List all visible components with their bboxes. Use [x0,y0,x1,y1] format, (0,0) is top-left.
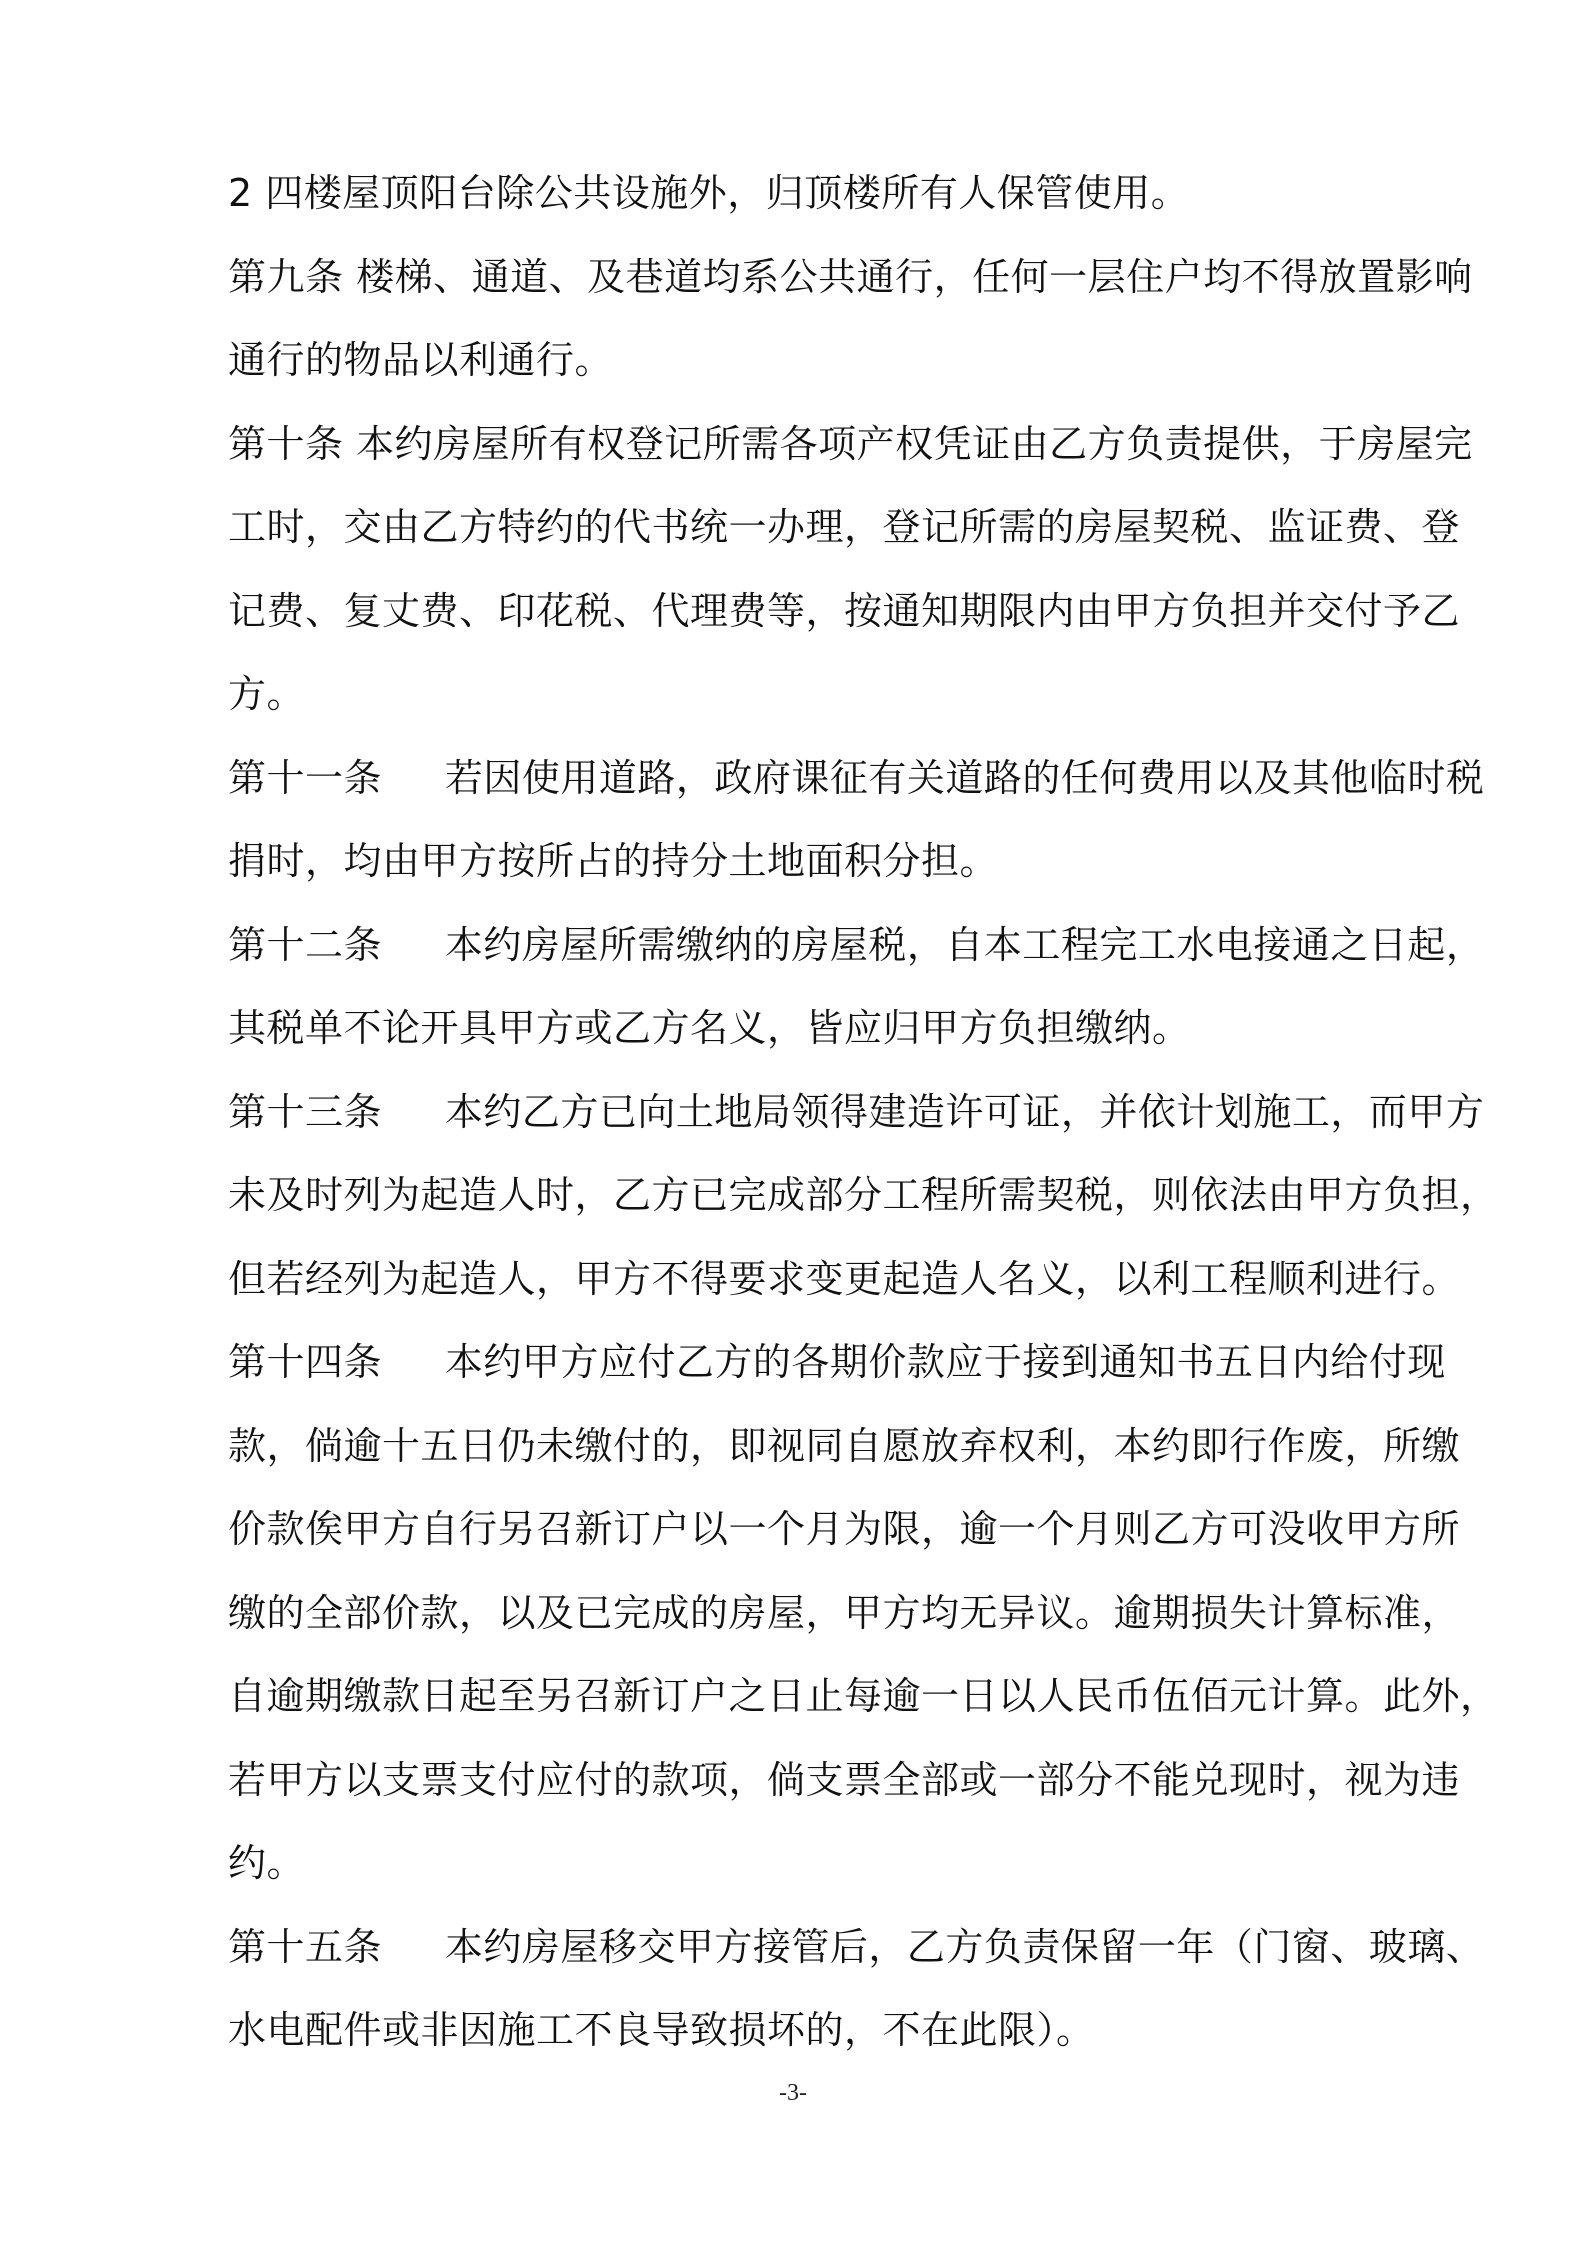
text-line: 第九条 楼梯、通道、及巷道均系公共通行，任何一层住户均不得放置影响 [228,254,1473,299]
text-line: 第十五条 本约房屋移交甲方接管后，乙方负责保留一年（门窗、玻璃、 [228,1924,1485,1969]
document-body [228,152,1499,2073]
text-line: 2 四楼屋顶阳台除公共设施外，归顶楼所有人保管使用。 [228,171,1190,215]
text-line: 记费、复丈费、印花税、代理费等，按通知期限内由甲方负担并交付予乙 [228,588,1461,633]
text-line: 水电配件或非因施工不良导致损坏的，不在此限）。 [228,2008,1095,2052]
text-line: 未及时列为起造人时，乙方已完成部分工程所需契税，则依法由甲方负担， [228,1173,1499,1217]
text-line: 捐时，均由甲方按所占的持分土地面积分担。 [228,839,999,883]
text-line: 第十二条 本约房屋所需缴纳的房屋税，自本工程完工水电接通之日起， [228,922,1485,967]
text-line: 第十三条 本约乙方已向土地局领得建造许可证，并依计划施工，而甲方 [228,1089,1485,1134]
page-number: -3- [779,2080,807,2106]
text-line: 自逾期缴款日起至另召新订户之日止每逾一日以人民币伍佰元计算。此外， [228,1674,1499,1718]
text-line: 工时，交由乙方特约的代书统一办理，登记所需的房屋契税、监证费、登 [228,505,1461,549]
text-line: 约。 [228,1841,306,1885]
text-line: 第十四条 本约甲方应付乙方的各期价款应于接到通知书五日内给付现 [228,1340,1446,1384]
text-line: 款，倘逾十五日仍未缴付的，即视同自愿放弃权利，本约即行作废，所缴 [228,1423,1461,1468]
text-line: 若甲方以支票支付应付的款项，倘支票全部或一部分不能兑现时，视为违 [228,1757,1461,1802]
text-line: 价款俟甲方自行另召新订户以一个月为限，逾一个月则乙方可没收甲方所 [228,1507,1461,1551]
text-line: 方。 [228,672,306,716]
text-line: 第十一条 若因使用道路，政府课征有关道路的任何费用以及其他临时税 [228,755,1485,800]
text-line: 其税单不论开具甲方或乙方名义，皆应归甲方负担缴纳。 [228,1006,1191,1050]
text-line: 第十条 本约房屋所有权登记所需各项产权凭证由乙方负责提供，于房屋完 [228,421,1473,466]
text-line: 缴的全部价款，以及已完成的房屋，甲方均无异议。逾期损失计算标准， [228,1590,1461,1635]
text-line: 通行的物品以利通行。 [228,338,614,382]
text-line: 但若经列为起造人，甲方不得要求变更起造人名义，以利工程顺利进行。 [228,1256,1461,1301]
